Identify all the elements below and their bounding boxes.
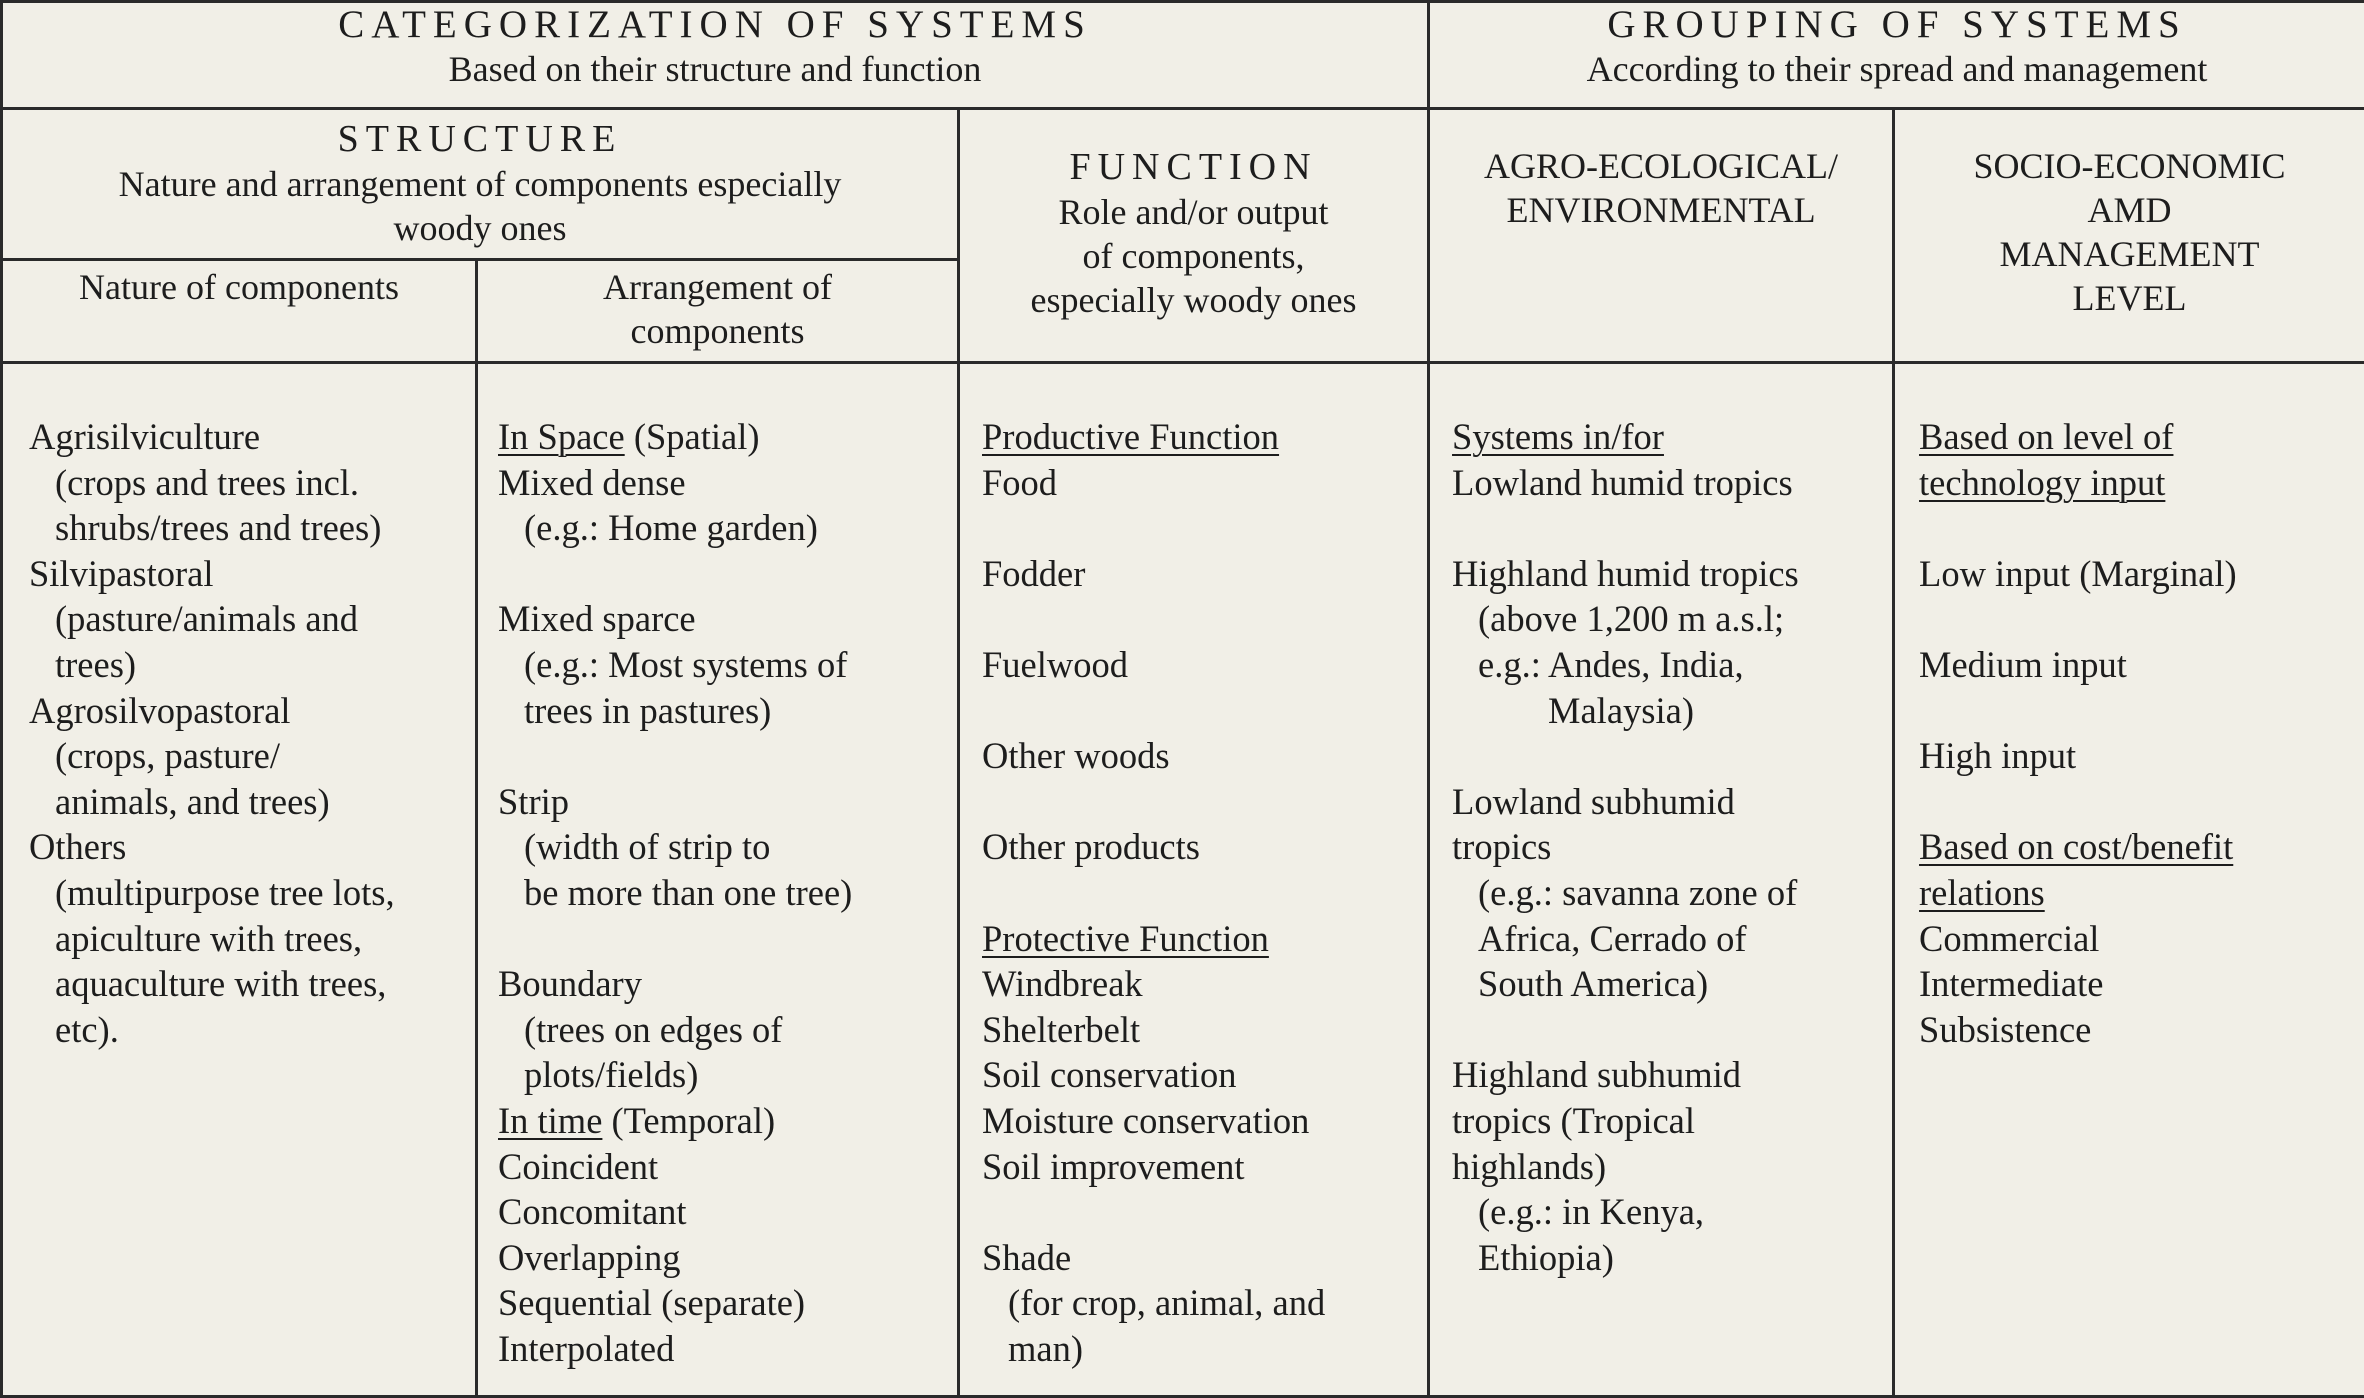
agro-item: Highland humid tropics xyxy=(1452,552,1799,594)
agro-detail: Africa, Cerrado of xyxy=(1478,917,1747,959)
function-subtitle-1: Role and/or output xyxy=(1058,192,1329,232)
spacer xyxy=(982,870,1427,916)
grouping-subtitle: According to their spread and management xyxy=(1586,49,2208,89)
function-item: Other woods xyxy=(982,735,1170,777)
function-subtitle-2: of components, xyxy=(1082,236,1305,276)
arrangement-detail: trees in pastures) xyxy=(524,689,772,731)
function-detail: man) xyxy=(1008,1327,1083,1369)
cost-benefit-heading-2: relations xyxy=(1919,871,2045,913)
spacer xyxy=(982,779,1427,825)
nature-item-silvipastoral: Silvipastoral xyxy=(29,552,214,594)
socio-title-1: SOCIO-ECONOMIC xyxy=(1973,146,2286,186)
arrangement-heading-time xyxy=(498,1098,957,1144)
spacer xyxy=(1919,779,2364,825)
function-item: Shelterbelt xyxy=(982,1008,1141,1050)
arrangement-detail: (e.g.: Home garden) xyxy=(524,507,818,549)
agro-item: Lowland subhumid xyxy=(1452,780,1735,822)
arrangement-item: Strip xyxy=(498,780,569,822)
agro-item: highlands) xyxy=(1452,1145,1607,1187)
agro-title-1: AGRO-ECOLOGICAL/ xyxy=(1484,146,1839,186)
arrangement-title-2: components xyxy=(630,311,805,351)
function-item: Fodder xyxy=(982,552,1086,594)
arrangement-heading-space xyxy=(498,414,957,460)
spacer xyxy=(498,733,957,779)
nature-item-others: Others xyxy=(29,826,127,868)
function-item: Soil conservation xyxy=(982,1054,1237,1096)
categorization-header xyxy=(2,2,1429,109)
arrangement-item: Sequential (separate) xyxy=(498,1282,806,1324)
arrangement-header xyxy=(477,260,959,363)
in-time-label: In time xyxy=(498,1099,603,1141)
structure-subtitle-2: woody ones xyxy=(393,208,567,248)
function-item: Other products xyxy=(982,826,1200,868)
socio-column xyxy=(1894,363,2364,1397)
function-item: Shade xyxy=(982,1236,1072,1278)
agro-item: Highland subhumid xyxy=(1452,1054,1741,1096)
spatial-label: (Spatial) xyxy=(624,416,760,457)
arrangement-item: Coincident xyxy=(498,1145,659,1187)
protective-function-heading: Protective Function xyxy=(982,917,1269,959)
nature-detail: (multipurpose tree lots, xyxy=(55,871,395,913)
spacer xyxy=(1452,733,1892,779)
nature-item-agrisilviculture: Agrisilviculture xyxy=(29,416,261,457)
spacer xyxy=(982,505,1427,551)
agro-detail: (above 1,200 m a.s.l; xyxy=(1478,598,1785,640)
socio-item: Intermediate xyxy=(1919,963,2104,1005)
agro-detail: e.g.: Andes, India, xyxy=(1478,643,1744,685)
nature-detail: apiculture with trees, xyxy=(55,917,363,959)
agro-column xyxy=(1429,363,1894,1397)
spacer xyxy=(1919,688,2364,734)
socio-item: Medium input xyxy=(1919,643,2127,685)
spacer xyxy=(1919,596,2364,642)
socio-title-2: AMD xyxy=(2087,190,2172,230)
structure-title: STRUCTURE xyxy=(337,118,623,160)
function-title: FUNCTION xyxy=(1069,146,1318,188)
arrangement-detail: (e.g.: Most systems of xyxy=(524,643,848,685)
nature-title: Nature of components xyxy=(79,267,399,307)
arrangement-item: Overlapping xyxy=(498,1236,681,1278)
socio-title-4: LEVEL xyxy=(2072,278,2187,318)
productive-function-heading: Productive Function xyxy=(982,416,1280,457)
grouping-title: GROUPING OF SYSTEMS xyxy=(1607,3,2187,46)
nature-item-agrosilvopastoral: Agrosilvopastoral xyxy=(29,689,291,731)
in-space-label: In Space xyxy=(498,416,625,457)
nature-header xyxy=(2,260,477,363)
arrangement-item: Boundary xyxy=(498,963,642,1005)
systems-heading: Systems in/for xyxy=(1452,416,1664,457)
agro-detail: (e.g.: in Kenya, xyxy=(1478,1191,1705,1233)
nature-detail: shrubs/trees and trees) xyxy=(55,507,382,549)
spacer xyxy=(982,688,1427,734)
nature-detail: trees) xyxy=(55,643,137,685)
cost-benefit-heading-1: Based on cost/benefit xyxy=(1919,826,2234,868)
arrangement-item: Concomitant xyxy=(498,1191,687,1233)
agro-detail: South America) xyxy=(1478,963,1709,1005)
arrangement-detail: (width of strip to xyxy=(524,826,771,868)
socio-item: Low input (Marginal) xyxy=(1919,552,2237,594)
agro-detail: Ethiopia) xyxy=(1478,1236,1614,1278)
categorization-title: CATEGORIZATION OF SYSTEMS xyxy=(338,3,1092,46)
arrangement-item: Interpolated xyxy=(498,1327,675,1369)
spacer xyxy=(982,596,1427,642)
nature-detail: (crops and trees incl. xyxy=(55,461,360,503)
arrangement-title-1: Arrangement of xyxy=(603,267,832,307)
agro-detail: Malaysia) xyxy=(1548,689,1694,731)
socio-item: Commercial xyxy=(1919,917,2100,959)
technology-heading-1: Based on level of xyxy=(1919,416,2174,457)
function-subtitle-3: especially woody ones xyxy=(1030,280,1357,320)
top-header-row xyxy=(2,2,2364,109)
arrangement-detail: plots/fields) xyxy=(524,1054,699,1096)
column-header-row-1 xyxy=(2,109,2364,260)
nature-detail: animals, and trees) xyxy=(55,780,330,822)
agro-item: tropics (Tropical xyxy=(1452,1099,1696,1141)
spacer xyxy=(982,1189,1427,1235)
arrangement-item: Mixed dense xyxy=(498,461,686,503)
agro-detail: (e.g.: savanna zone of xyxy=(1478,871,1798,913)
socio-economic-header xyxy=(1894,109,2364,363)
nature-detail: etc). xyxy=(55,1008,119,1050)
function-item: Food xyxy=(982,461,1058,503)
grouping-header xyxy=(1429,2,2364,109)
agro-title-2: ENVIRONMENTAL xyxy=(1506,190,1816,230)
agro-item: tropics xyxy=(1452,826,1552,868)
nature-detail: (crops, pasture/ xyxy=(55,735,281,777)
spacer xyxy=(1919,505,2364,551)
socio-item: High input xyxy=(1919,735,2077,777)
spacer xyxy=(1452,1007,1892,1053)
agro-item: Lowland humid tropics xyxy=(1452,461,1793,503)
temporal-label: (Temporal) xyxy=(602,1099,776,1141)
technology-heading-2: technology input xyxy=(1919,461,2166,503)
function-header xyxy=(959,109,1429,363)
nature-detail: aquaculture with trees, xyxy=(55,963,387,1005)
agro-ecological-header xyxy=(1429,109,1894,363)
spacer xyxy=(498,551,957,597)
socio-item: Subsistence xyxy=(1919,1008,2092,1050)
function-item: Fuelwood xyxy=(982,643,1128,685)
function-item: Soil improvement xyxy=(982,1145,1245,1187)
body-row xyxy=(2,363,2364,1397)
spacer xyxy=(498,916,957,962)
spacer xyxy=(1452,505,1892,551)
function-detail: (for crop, animal, and xyxy=(1008,1282,1326,1324)
arrangement-detail: be more than one tree) xyxy=(524,871,853,913)
arrangement-detail: (trees on edges of xyxy=(524,1008,783,1050)
structure-subtitle-1: Nature and arrangement of components especially xyxy=(118,164,842,204)
function-item: Moisture conservation xyxy=(982,1099,1310,1141)
arrangement-item: Mixed sparce xyxy=(498,598,696,640)
structure-header xyxy=(2,109,959,260)
nature-detail: (pasture/animals and xyxy=(55,598,359,640)
categorization-subtitle: Based on their structure and function xyxy=(448,49,982,89)
nature-column xyxy=(2,363,477,1397)
arrangement-column xyxy=(477,363,959,1397)
function-column xyxy=(959,363,1429,1397)
function-item: Windbreak xyxy=(982,963,1143,1005)
socio-title-3: MANAGEMENT xyxy=(1999,234,2260,274)
